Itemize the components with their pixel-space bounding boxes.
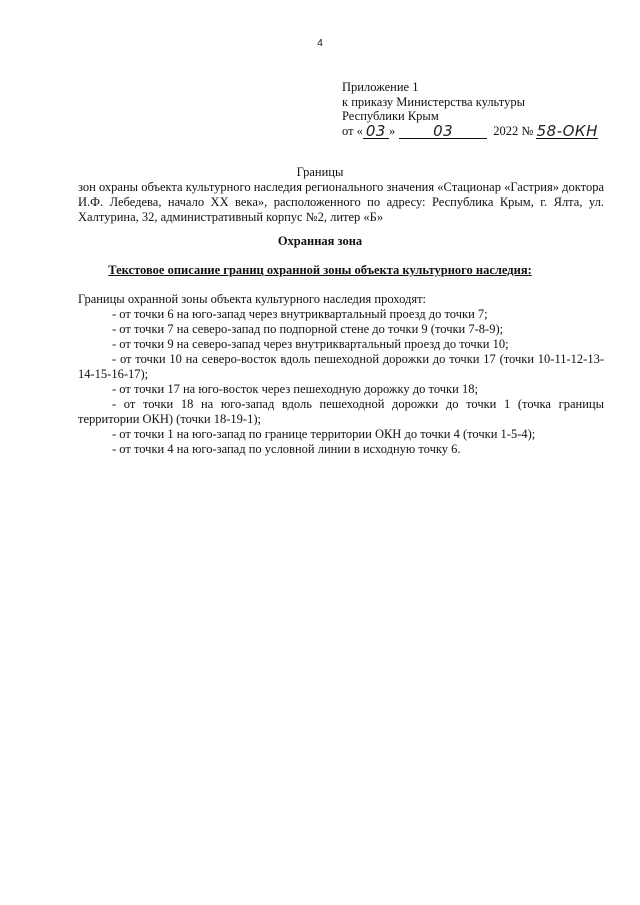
order-number: 58-ОКН [536, 121, 598, 140]
zone-heading: Охранная зона [277, 234, 363, 248]
intro-text: Границы охранной зоны объекта культурного наследия проходят: [78, 292, 426, 306]
document-title: Границы [296, 165, 344, 179]
appendix-line-3: Республики Крым [342, 109, 439, 123]
list-item: - от точки 17 на юго-восток через пешеходную дорожку до точки 18; [112, 382, 478, 396]
order-month: 03 [399, 124, 487, 139]
description-heading: Текстовое описание границ охранной зоны объекта культурного наследия: [108, 263, 532, 277]
page-number: 4 [317, 38, 323, 49]
order-date-line [342, 121, 598, 140]
list-item: - от точки 10 на северо-восток вдоль пешеходной дорожки до точки 17 (точки 10-11-12-13-14-15-16-17); [78, 352, 604, 381]
list-item: - от точки 7 на северо-запад по подпорной стене до точки 9 (точки 7-8-9); [112, 322, 504, 336]
list-item: - от точки 9 на северо-запад через внутриквартальный проезд до точки 10; [112, 337, 509, 351]
document-subtitle: зон охраны объекта культурного наследия регионального значения «Стационар «Гастрия» доктора И.Ф. Лебедева, начало XX века», расположенного по адресу: Республика Крым, г. Ялта, ул. Халтурина, 32, административный корпус №2, литер «Б» [78, 180, 604, 224]
close-quote: » [388, 124, 396, 138]
appendix-line-2: к приказу Министерства культуры [342, 94, 525, 109]
list-item: - от точки 18 на юго-запад вдоль пешеходной дорожки до точки 1 (точка границы территории ОКН) (точки 18-19-1); [78, 397, 604, 426]
year-label: 2022 № [493, 124, 534, 138]
list-item: - от точки 4 на юго-запад по условной линии в исходную точку 6. [112, 442, 461, 456]
appendix-line-1: Приложение 1 [342, 80, 419, 94]
order-day: 03 [363, 124, 389, 139]
boundary-description [78, 292, 604, 457]
list-item: - от точки 6 на юго-запад через внутриквартальный проезд до точки 7; [112, 307, 488, 321]
appendix-header [342, 80, 598, 139]
list-item: - от точки 1 на юго-запад по границе территории ОКН до точки 4 (точки 1-5-4); [112, 427, 536, 441]
from-label: от « [342, 124, 363, 138]
